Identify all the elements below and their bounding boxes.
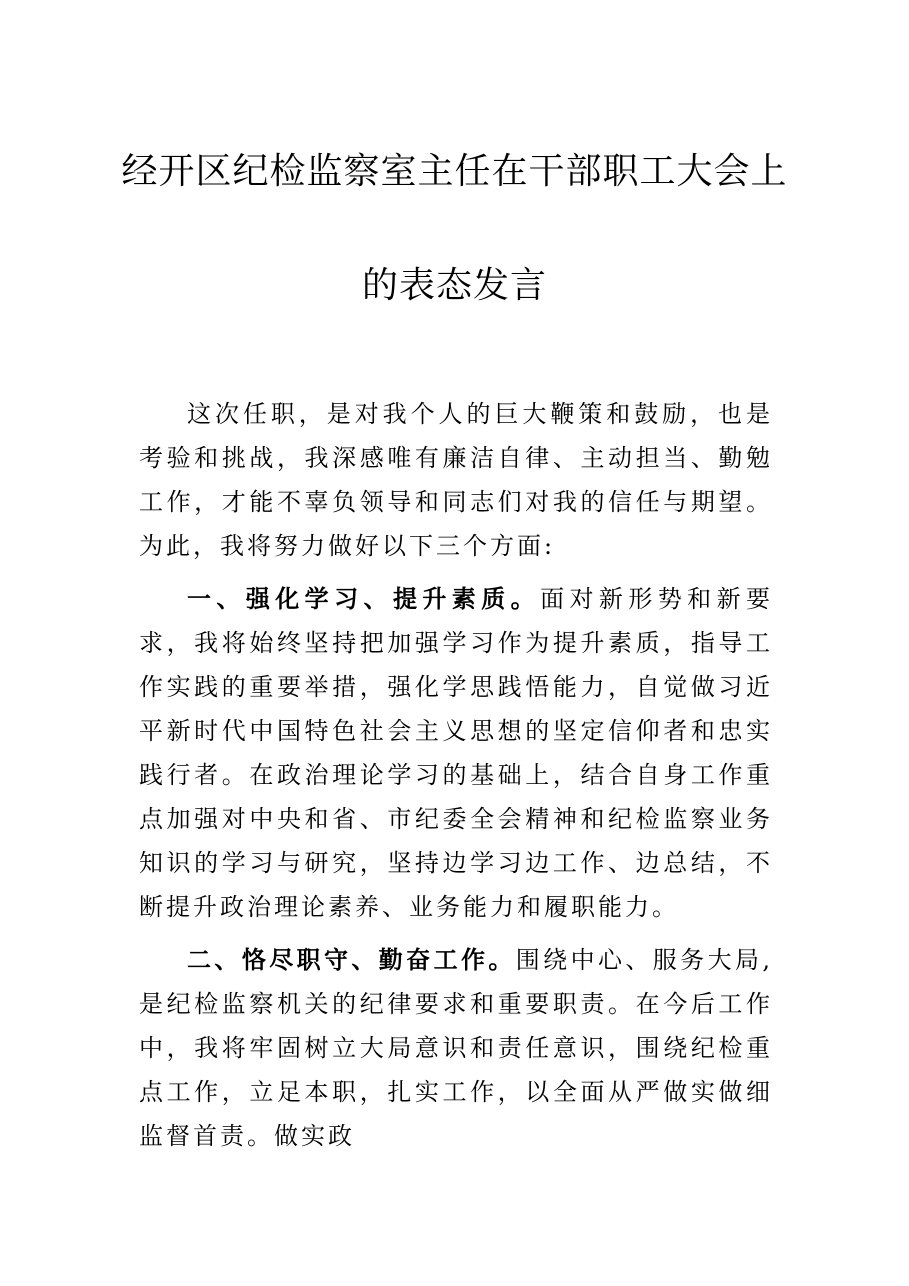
document-title-line1: 经开区纪检监察室主任在干部职工大会上 [121,151,788,192]
paragraph-intro [139,392,773,568]
section-1-heading: 一、强化学习、提升素质。 [187,584,541,613]
paragraph-intro-text: 这次任职，是对我个人的巨大鞭策和鼓励，也是考验和挑战，我深感唯有廉洁自律、主动担当、勤勉工作，才能不辜负领导和同志们对我的信任与期望。为此，我将努力做好以下三个方面: [139,400,773,560]
paragraph-section-1 [139,577,773,929]
section-2-heading: 二、恪尽职守、勤奋工作。 [187,945,516,974]
section-2-text: 围绕中心、服务大局,是纪检监察机关的纪律要求和重要职责。在今后工作中，我将牢固树立大局意识和责任意识，围绕纪检重点工作，立足本职，扎实工作，以全面从严做实做细监督首责。做实政 [139,946,773,1150]
document-title-line2: 的表态发言 [361,265,547,306]
document-body [139,392,773,1167]
paragraph-section-2 [139,938,773,1158]
section-1-text: 面对新形势和新要求，我将始终坚持把加强学习作为提升素质，指导工作实践的重要举措，强化学思践悟能力，自觉做习近平新时代中国特色社会主义思想的坚定信仰者和忠实践行者。在政治理论学习的基础上，结合自身工作重点加强对中央和省、市纪委全会精神和纪检监察业务知识的学习与研究，坚持边学习边工作、边总结，不断提升政治理论素养、业务能力和履职能力。 [139,585,774,921]
